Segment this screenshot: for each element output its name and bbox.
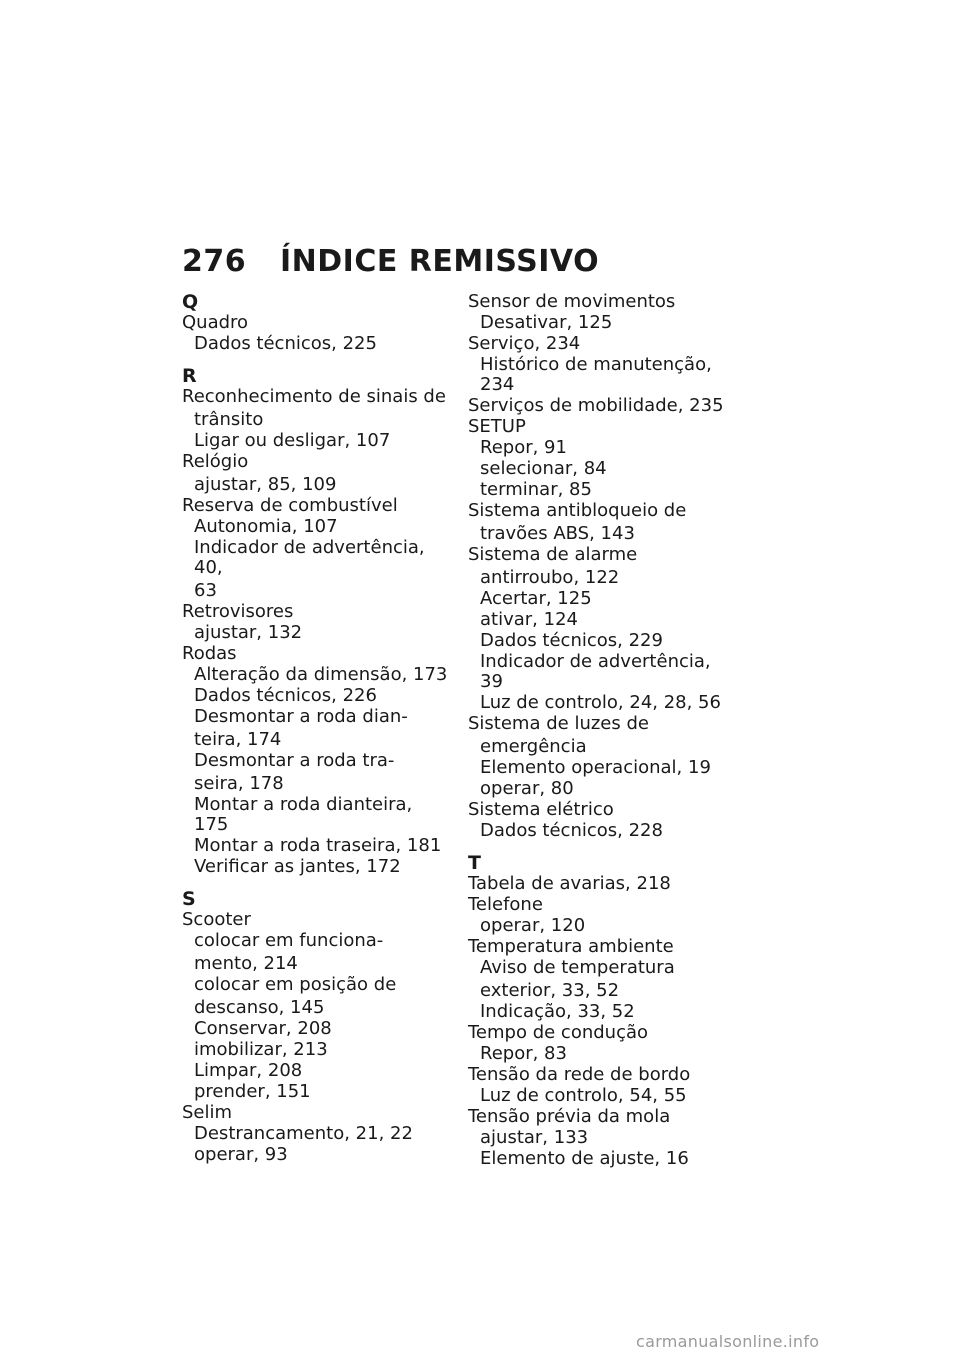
index-term: Quadro (182, 312, 249, 333)
index-subentry: operar, 80 (480, 778, 574, 799)
page-header (182, 244, 599, 279)
index-term: Tensão da rede de bordo (468, 1064, 691, 1085)
index-subentry: Dados técnicos, 225 (194, 333, 377, 354)
index-subentry: Desativar, 125 (480, 312, 613, 333)
index-subentry-continuation: seira, 178 (194, 773, 284, 794)
index-term-continuation: trânsito (194, 409, 264, 430)
index-subentry: Indicação, 33, 52 (480, 1001, 635, 1022)
index-subentry: prender, 151 (194, 1081, 311, 1102)
index-term: Reserva de combustível (182, 495, 398, 516)
index-subentry-continuation: teira, 174 (194, 729, 282, 750)
index-term: Serviço, 234 (468, 333, 581, 354)
index-subentry: imobilizar, 213 (194, 1039, 328, 1060)
index-subentry: Montar a roda dianteira, 175 (194, 794, 413, 835)
index-term: Sistema antibloqueio de (468, 500, 687, 521)
index-subentry: operar, 93 (194, 1144, 288, 1165)
index-subentry: Histórico de manutenção, 234 (480, 354, 712, 395)
index-subentry: Repor, 83 (480, 1043, 567, 1064)
index-subentry: terminar, 85 (480, 479, 592, 500)
index-subentry: ajustar, 133 (480, 1127, 589, 1148)
index-term: Sistema de luzes de (468, 713, 649, 734)
section-letter-t: T (468, 852, 481, 874)
index-subentry: Acertar, 125 (480, 588, 592, 609)
index-term-continuation: travões ABS, 143 (480, 523, 635, 544)
index-subentry-continuation: descanso, 145 (194, 997, 325, 1018)
index-term: Retrovisores (182, 601, 294, 622)
index-term: Tensão prévia da mola (468, 1106, 671, 1127)
index-term: Tabela de avarias, 218 (468, 873, 671, 894)
index-subentry: ajustar, 85, 109 (194, 474, 337, 495)
index-subentry: operar, 120 (480, 915, 586, 936)
index-term-continuation: emergência (480, 736, 587, 757)
index-subentry: Desmontar a roda tra- (194, 750, 395, 771)
index-subentry: Limpar, 208 (194, 1060, 303, 1081)
index-subentry: ajustar, 132 (194, 622, 303, 643)
index-term-continuation: antirroubo, 122 (480, 567, 620, 588)
index-term: SETUP (468, 416, 526, 437)
index-subentry: Dados técnicos, 229 (480, 630, 663, 651)
index-term: Telefone (468, 894, 543, 915)
index-subentry: Conservar, 208 (194, 1018, 332, 1039)
index-subentry: Montar a roda traseira, 181 (194, 835, 442, 856)
index-subentry: Verificar as jantes, 172 (194, 856, 401, 877)
page-number: 276 (182, 244, 247, 279)
index-term: Serviços de mobilidade, 235 (468, 395, 724, 416)
index-column-left (182, 292, 452, 1166)
index-term: Relógio (182, 451, 249, 472)
index-subentry: Aviso de temperatura (480, 957, 675, 978)
index-subentry: Luz de controlo, 54, 55 (480, 1085, 687, 1106)
section-letter-q: Q (182, 291, 199, 313)
index-subentry: Repor, 91 (480, 437, 567, 458)
index-subentry: Luz de controlo, 24, 28, 56 (480, 692, 721, 713)
index-subentry: Dados técnicos, 226 (194, 685, 377, 706)
index-subentry-continuation: exterior, 33, 52 (480, 980, 620, 1001)
index-subentry: Indicador de advertência, 40, (194, 537, 425, 578)
watermark-text: carmanualsonline.info (636, 1332, 820, 1351)
index-term: Rodas (182, 643, 237, 664)
index-subentry: ativar, 124 (480, 609, 578, 630)
index-subentry: Desmontar a roda dian- (194, 706, 408, 727)
index-subentry: Elemento de ajuste, 16 (480, 1148, 689, 1169)
index-subentry-continuation: 63 (194, 580, 217, 601)
page-title: ÍNDICE REMISSIVO (280, 244, 600, 279)
index-subentry: Dados técnicos, 228 (480, 820, 663, 841)
index-term: Sensor de movimentos (468, 291, 676, 312)
index-subentry: selecionar, 84 (480, 458, 607, 479)
index-term: Sistema de alarme (468, 544, 638, 565)
index-term: Temperatura ambiente (468, 936, 674, 957)
index-term: Selim (182, 1102, 233, 1123)
section-letter-s: S (182, 888, 196, 910)
index-subentry: colocar em funciona- (194, 930, 384, 951)
index-term: Reconhecimento de sinais de (182, 386, 446, 407)
index-column-right (468, 292, 738, 1170)
index-subentry: Autonomia, 107 (194, 516, 338, 537)
index-subentry: Alteração da dimensão, 173 (194, 664, 448, 685)
index-subentry: Indicador de advertência, 39 (480, 651, 711, 692)
index-subentry: Elemento operacional, 19 (480, 757, 711, 778)
index-term: Scooter (182, 909, 251, 930)
index-term: Sistema elétrico (468, 799, 614, 820)
index-subentry-continuation: mento, 214 (194, 953, 298, 974)
index-subentry: Destrancamento, 21, 22 (194, 1123, 413, 1144)
index-subentry: Ligar ou desligar, 107 (194, 430, 391, 451)
index-term: Tempo de condução (468, 1022, 649, 1043)
section-letter-r: R (182, 365, 197, 387)
index-subentry: colocar em posição de (194, 974, 397, 995)
